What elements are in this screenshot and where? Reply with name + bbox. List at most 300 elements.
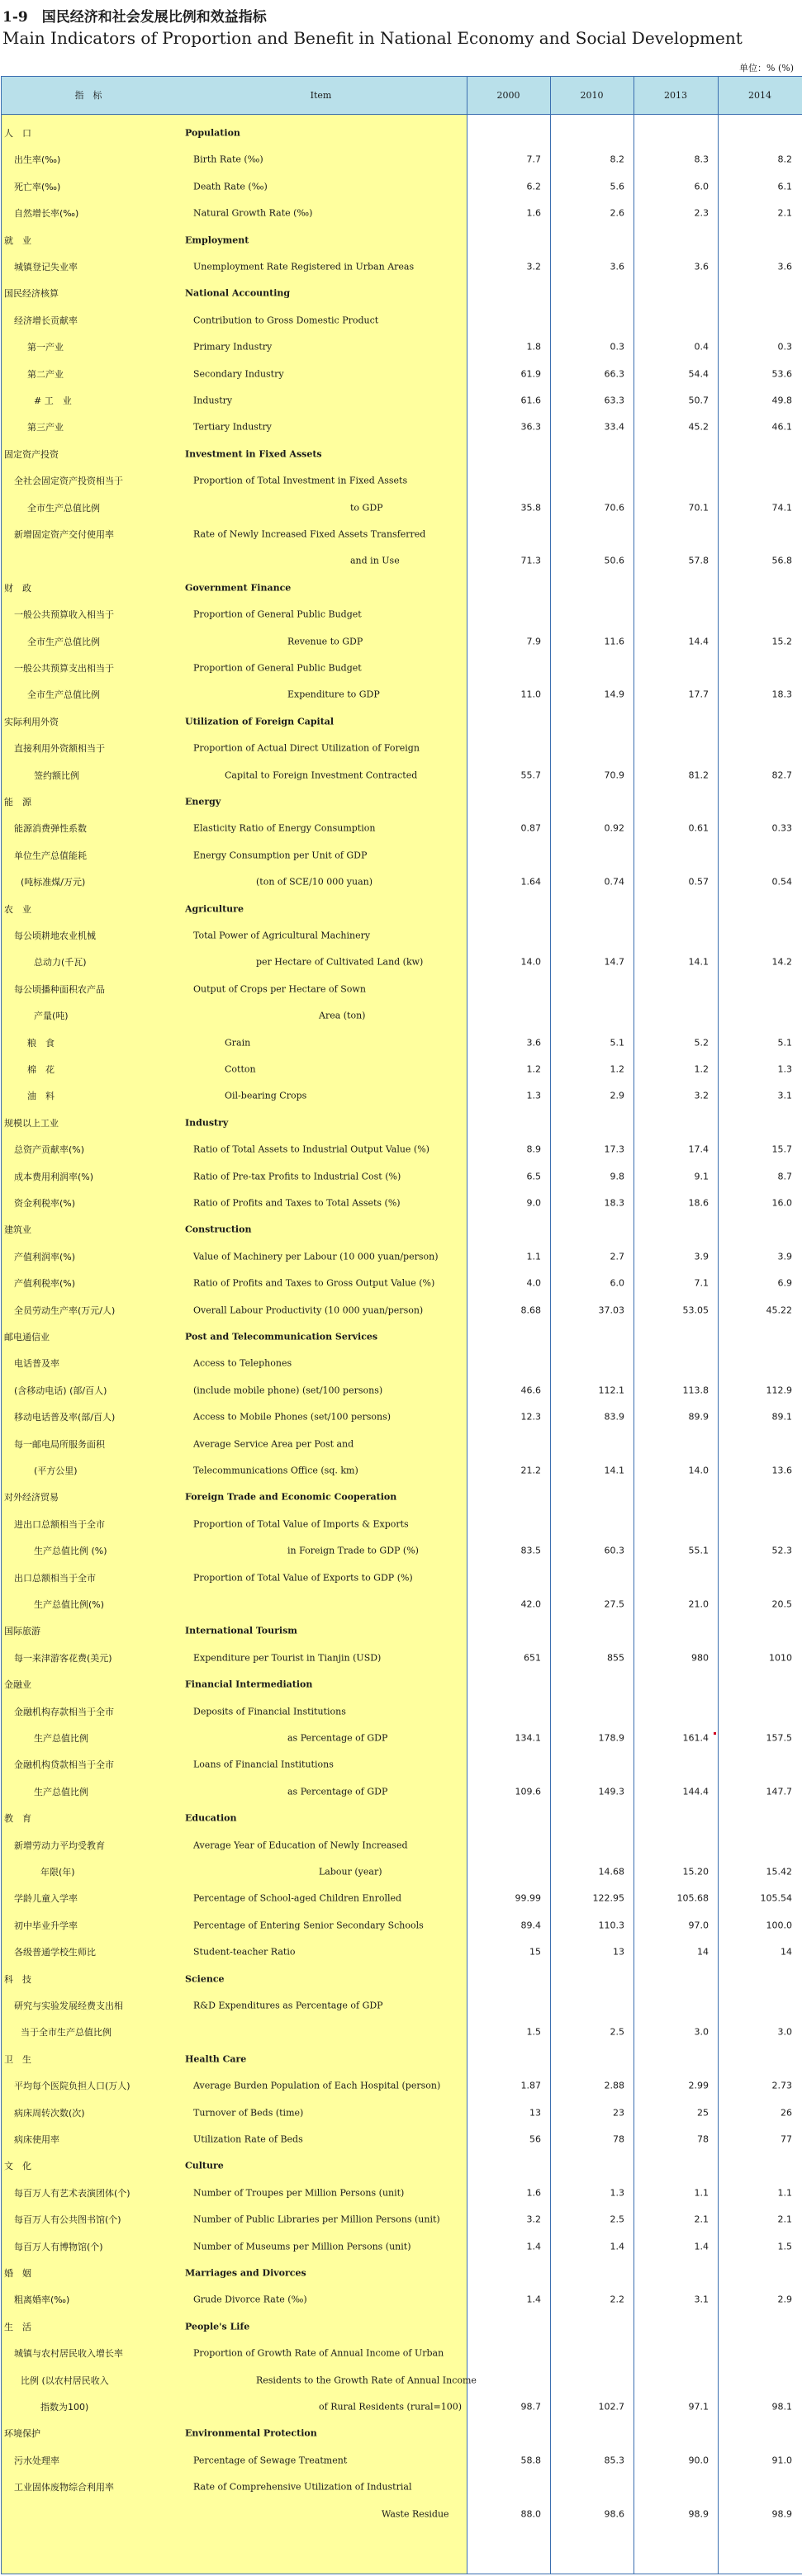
section-row [2, 2260, 802, 2286]
value-2014: 98.9 [771, 2508, 792, 2520]
indicator-label-cn: 全社会固定资产投资相当于 [14, 476, 123, 487]
indicator-label-cn: 第一产业 [27, 342, 64, 353]
value-2000: 71.3 [520, 555, 541, 566]
value-2010: 2.5 [610, 2026, 624, 2038]
section-row [2, 280, 802, 306]
value-2010: 8.2 [610, 154, 624, 165]
section-title-en: Science [185, 1973, 225, 1985]
indicator-table [1, 76, 802, 2574]
indicator-label-en: Percentage of Entering Senior Secondary Schools [193, 1920, 424, 1931]
indicator-label-cn: 出生率(‰) [14, 154, 61, 166]
value-2014: 105.54 [760, 1892, 792, 1904]
value-2010: 14.1 [604, 1465, 624, 1476]
value-2014: 1.5 [777, 2241, 792, 2252]
value-2014: 18.3 [771, 689, 792, 700]
value-2010: 1.3 [610, 2187, 624, 2199]
value-2013: 0.4 [694, 341, 709, 353]
section-title-cn: 婚 姻 [4, 2268, 31, 2279]
table-row [2, 2019, 802, 2045]
value-2013: 55.1 [688, 1545, 709, 1556]
indicator-label-en: Death Rate (‰) [193, 181, 268, 192]
value-2010: 14.9 [604, 689, 624, 700]
table-row [2, 1056, 802, 1082]
table-row [2, 1751, 802, 1778]
table-row [2, 2206, 802, 2233]
section-title-en: Marriages and Divorces [185, 2267, 306, 2279]
indicator-label-cn: 单位生产总值能耗 [14, 850, 87, 861]
value-2014: 53.6 [771, 368, 792, 380]
indicator-label-cn: 总资产贡献率(%) [14, 1144, 85, 1156]
indicator-label-en: (ton of SCE/10 000 yuan) [256, 876, 373, 888]
indicator-label-en: Industry [193, 395, 233, 406]
table-row [2, 1297, 802, 1324]
value-2000: 3.6 [526, 1037, 541, 1049]
table-row [2, 735, 802, 761]
header-indicator-cn: 指 标 [74, 90, 102, 101]
section-title-en: National Accounting [185, 287, 291, 299]
section-title-cn: 就 业 [4, 234, 31, 246]
value-2010: 66.3 [604, 368, 624, 380]
value-2014: 14.2 [771, 956, 792, 968]
indicator-label-cn: 病床使用率 [14, 2134, 59, 2145]
value-2013: 2.1 [694, 2214, 709, 2225]
value-2010: 0.74 [604, 876, 624, 888]
table-row [2, 467, 802, 494]
value-2000: 7.9 [526, 636, 541, 647]
value-2013: 2.3 [694, 207, 709, 219]
indicator-label-en: Utilization Rate of Beds [193, 2133, 303, 2145]
table-row [2, 1778, 802, 1805]
section-title-cn: 建筑业 [4, 1224, 31, 1236]
value-2014: 2.1 [777, 2214, 792, 2225]
value-2010: 37.03 [598, 1305, 624, 1316]
section-title-cn: 文 化 [4, 2161, 31, 2172]
indicator-label-cn: 电话普及率 [14, 1358, 59, 1370]
value-2010: 2.6 [610, 207, 624, 219]
indicator-label-en: Residents to the Growth Rate of Annual Income [256, 2375, 477, 2386]
value-2010: 13 [613, 1946, 624, 1958]
value-2013: 53.05 [682, 1305, 709, 1316]
indicator-label-en: and in Use [350, 555, 400, 566]
value-2000: 55.7 [520, 769, 541, 781]
indicator-label-cn: 成本费用利润率(%) [14, 1171, 94, 1182]
indicator-label-en: Birth Rate (‰) [193, 154, 263, 165]
indicator-label-cn: 第三产业 [27, 422, 64, 433]
value-2014: 74.1 [771, 502, 792, 514]
indicator-label-cn: 新增劳动力平均受教育 [14, 1840, 105, 1851]
value-2014: 13.6 [771, 1465, 792, 1476]
table-title-cn: 1-9 国民经济和社会发展比例和效益指标 [2, 9, 267, 26]
indicator-label-en: Output of Crops per Hectare of Sown [193, 983, 366, 995]
value-2000: 1.64 [520, 876, 541, 888]
value-2000: 1.8 [526, 341, 541, 353]
indicator-label-en: Proportion of General Public Budget [193, 608, 362, 620]
indicator-label-en: Number of Public Libraries per Million Persons (unit) [193, 2214, 440, 2225]
indicator-label-en: Turnover of Beds (time) [193, 2107, 304, 2119]
indicator-label-en: Secondary Industry [193, 368, 284, 380]
indicator-label-en: Labour (year) [319, 1866, 382, 1878]
section-row [2, 708, 802, 735]
value-2000: 89.4 [520, 1920, 541, 1931]
value-2000: 109.6 [515, 1786, 541, 1797]
indicator-label-cn: 第二产业 [27, 368, 64, 380]
section-title-cn: 对外经济贸易 [4, 1492, 59, 1503]
value-2000: 21.2 [520, 1465, 541, 1476]
value-2014: 6.1 [777, 181, 792, 192]
indicator-label-cn: 直接利用外资额相当于 [14, 743, 105, 755]
indicator-label-en: Proportion of Total Value of Imports & Exports [193, 1518, 409, 1530]
value-2013: 97.0 [688, 1920, 709, 1931]
value-2000: 13 [529, 2107, 541, 2119]
table-title-en: Main Indicators of Proportion and Benefit in National Economy and Social Development [2, 28, 743, 48]
section-title-cn: 财 政 [4, 582, 31, 594]
value-2000: 134.1 [515, 1732, 541, 1744]
value-2000: 8.68 [520, 1305, 541, 1316]
value-2013: 9.1 [694, 1171, 709, 1182]
indicator-label-en: Expenditure to GDP [287, 689, 380, 700]
value-2010: 18.3 [604, 1197, 624, 1209]
value-2000: 42.0 [520, 1598, 541, 1610]
indicator-label-en: Waste Residue [382, 2508, 449, 2520]
indicator-label-en: Average Burden Population of Each Hospital (person) [193, 2080, 441, 2091]
section-title-cn: 卫 生 [4, 2053, 31, 2065]
indicator-label-cn: 棉 花 [27, 1064, 55, 1075]
indicator-label-cn: 金融机构贷款相当于全市 [14, 1759, 114, 1771]
indicator-label-cn: 产值利税率(%) [14, 1278, 76, 1290]
indicator-label-en: Loans of Financial Institutions [193, 1759, 334, 1770]
indicator-label-en: Energy Consumption per Unit of GDP [193, 850, 368, 861]
value-2010: 70.6 [604, 502, 624, 514]
value-2013: 89.9 [688, 1411, 709, 1423]
section-title-en: Government Finance [185, 582, 292, 594]
value-2013: 161.4 [682, 1732, 709, 1744]
indicator-label-en: Ratio of Profits and Taxes to Gross Output Value (%) [193, 1277, 435, 1289]
section-title-cn: 农 业 [4, 903, 31, 915]
value-2013: 15.20 [682, 1866, 709, 1878]
indicator-label-cn: 一般公共预算支出相当于 [14, 663, 114, 674]
value-2010: 27.5 [604, 1598, 624, 1610]
table-row [2, 1431, 802, 1457]
indicator-label-en: Ratio of Profits and Taxes to Total Assets (%) [193, 1197, 401, 1209]
indicator-label-en: Ratio of Pre-tax Profits to Industrial Cost (%) [193, 1171, 401, 1182]
section-title-en: Financial Intermediation [185, 1679, 313, 1690]
indicator-label-cn: 每一邮电局所服务面积 [14, 1438, 105, 1450]
value-2014: 1.3 [777, 1063, 792, 1075]
value-2013: 70.1 [688, 502, 709, 514]
indicator-label-cn: 当于全市生产总值比例 [21, 2027, 112, 2039]
indicator-label-en: in Foreign Trade to GDP (%) [287, 1545, 419, 1556]
table-row [2, 815, 802, 841]
indicator-label-cn: 死亡率(‰) [14, 181, 61, 192]
value-2010: 0.3 [610, 341, 624, 353]
value-2014: 5.1 [777, 1037, 792, 1049]
indicator-label-cn: 全市生产总值比例 [27, 689, 100, 701]
value-2013: 6.0 [694, 181, 709, 192]
table-row [2, 2501, 802, 2527]
indicator-label-en: Area (ton) [319, 1010, 366, 1021]
indicator-label-cn: 生产总值比例(%) [34, 1599, 105, 1610]
indicator-label-cn: 油 料 [27, 1091, 55, 1102]
table-row [2, 628, 802, 655]
value-2013: 81.2 [688, 769, 709, 781]
table-row [2, 2367, 802, 2394]
value-2010: 178.9 [598, 1732, 624, 1744]
indicator-label-cn: 资金利税率(%) [14, 1198, 76, 1209]
indicator-label-en: Proportion of General Public Budget [193, 662, 362, 674]
indicator-label-cn: 自然增长率(‰) [14, 208, 79, 220]
value-2000: 1.6 [526, 2187, 541, 2199]
table-row [2, 1859, 802, 1885]
value-2000: 83.5 [520, 1545, 541, 1556]
section-row [2, 2046, 802, 2072]
section-row [2, 896, 802, 922]
value-2010: 50.6 [604, 555, 624, 566]
section-title-en: Utilization of Foreign Capital [185, 716, 335, 727]
value-2000: 0.87 [520, 822, 541, 834]
value-2010: 2.9 [610, 1090, 624, 1101]
section-title-en: Foreign Trade and Economic Cooperation [185, 1491, 397, 1503]
section-title-en: Energy [185, 796, 221, 807]
section-row [2, 120, 802, 146]
value-2000: 4.0 [526, 1277, 541, 1289]
indicator-label-cn: 每公顷耕地农业机械 [14, 930, 96, 941]
table-row [2, 1082, 802, 1109]
indicator-label-en: Rate of Comprehensive Utilization of Industrial [193, 2481, 412, 2493]
indicator-label-en: Number of Museums per Million Persons (unit) [193, 2241, 411, 2252]
value-2014: 3.0 [777, 2026, 792, 2038]
indicator-label-cn: 金融机构存款相当于全市 [14, 1706, 114, 1717]
value-2014: 82.7 [771, 769, 792, 781]
value-2010: 98.6 [604, 2508, 624, 2520]
stray-mark [714, 1732, 716, 1735]
value-2013: 1.4 [694, 2241, 709, 2252]
section-title-cn: 环境保护 [4, 2428, 40, 2440]
value-2014: 91.0 [771, 2455, 792, 2466]
value-2000: 1.4 [526, 2241, 541, 2252]
section-row [2, 1324, 802, 1350]
value-2010: 112.1 [598, 1385, 624, 1396]
value-2013: 5.2 [694, 1037, 709, 1049]
value-2014: 100.0 [766, 1920, 792, 1931]
value-2013: 90.0 [688, 2455, 709, 2466]
indicator-label-cn: 全市生产总值比例 [27, 636, 100, 647]
value-2013: 50.7 [688, 395, 709, 406]
indicator-label-cn: # 工 业 [34, 395, 72, 406]
value-2010: 17.3 [604, 1144, 624, 1155]
section-row [2, 2313, 802, 2340]
value-2010: 63.3 [604, 395, 624, 406]
section-title-en: Population [185, 127, 240, 139]
value-2013: 3.2 [694, 1090, 709, 1101]
value-2000: 12.3 [520, 1411, 541, 1423]
table-row [2, 1350, 802, 1376]
section-row [2, 227, 802, 253]
section-row [2, 2152, 802, 2179]
table-row [2, 976, 802, 1002]
table-row [2, 1190, 802, 1216]
indicator-label-cn: 城镇登记失业率 [14, 262, 78, 272]
value-2000: 6.5 [526, 1171, 541, 1182]
value-2013: 113.8 [682, 1385, 709, 1396]
table-row [2, 1832, 802, 1859]
value-2013: 1.2 [694, 1063, 709, 1075]
value-2000: 6.2 [526, 181, 541, 192]
section-row [2, 788, 802, 815]
table-row [2, 2126, 802, 2152]
value-2010: 855 [607, 1652, 624, 1664]
section-title-cn: 教 育 [4, 1813, 31, 1825]
indicator-label-en: Access to Mobile Phones (set/100 persons) [193, 1411, 392, 1423]
indicator-label-cn: 经济增长贡献率 [14, 315, 78, 326]
table-row [2, 601, 802, 627]
value-2014: 3.1 [777, 1090, 792, 1101]
value-2010: 23 [613, 2107, 624, 2119]
section-row [2, 1216, 802, 1243]
indicator-label-en: Capital to Foreign Investment Contracted [225, 769, 418, 781]
indicator-label-cn: 产量(吨) [34, 1011, 69, 1022]
value-2014: 49.8 [771, 395, 792, 406]
value-2000: 1.6 [526, 207, 541, 219]
indicator-label-cn: 全员劳动生产率(万元/人) [14, 1305, 116, 1316]
table-row [2, 949, 802, 975]
value-2013: 21.0 [688, 1598, 709, 1610]
table-row [2, 200, 802, 226]
value-2010: 14.68 [598, 1866, 624, 1878]
indicator-label-cn: (含移动电话) (部/百人) [14, 1385, 107, 1396]
indicator-label-en: Proportion of Total Value of Exports to GDP (%) [193, 1572, 413, 1584]
value-2013: 98.9 [688, 2508, 709, 2520]
header-year-2010: 2010 [580, 90, 604, 101]
value-2010: 5.6 [610, 181, 624, 192]
section-title-en: Industry [185, 1117, 229, 1129]
table-row [2, 253, 802, 280]
indicator-label-cn: 指数为100) [40, 2402, 89, 2413]
value-2014: 89.1 [771, 1411, 792, 1423]
indicator-label-cn: 初中毕业升学率 [14, 1920, 78, 1931]
value-2014: 2.9 [777, 2294, 792, 2305]
value-2014: 46.1 [771, 421, 792, 433]
table-row [2, 842, 802, 869]
section-row [2, 441, 802, 467]
section-title-en: Agriculture [185, 903, 244, 915]
section-row [2, 1484, 802, 1510]
table-row [2, 1912, 802, 1939]
indicator-label-cn: 城镇与农村居民收入增长率 [14, 2348, 123, 2360]
value-2000: 3.2 [526, 261, 541, 272]
indicator-label-en: Proportion of Actual Direct Utilization of Foreign [193, 742, 420, 754]
value-2013: 14.0 [688, 1465, 709, 1476]
indicator-label-cn: 污水处理率 [14, 2455, 59, 2466]
table-row [2, 922, 802, 949]
indicator-label-en: to GDP [350, 502, 383, 514]
value-2000: 651 [524, 1652, 541, 1664]
value-2000: 1.87 [520, 2080, 541, 2091]
indicator-label-cn: 能源消费弹性系数 [14, 823, 87, 835]
value-2014: 15.2 [771, 636, 792, 647]
value-2014: 0.3 [777, 341, 792, 353]
table-row [2, 762, 802, 788]
indicator-label-cn: (吨标准煤/万元) [21, 877, 86, 888]
value-2013: 2.99 [688, 2080, 709, 2091]
indicator-label-en: Value of Machinery per Labour (10 000 yuan/person) [193, 1251, 439, 1262]
indicator-label-cn: 每百万人有博物馆(个) [14, 2241, 103, 2252]
value-2013: 7.1 [694, 1277, 709, 1289]
table-row [2, 387, 802, 414]
indicator-label-en: Unemployment Rate Registered in Urban Areas [193, 261, 415, 272]
value-2000: 58.8 [520, 2455, 541, 2466]
section-title-cn: 规模以上工业 [4, 1117, 59, 1129]
value-2010: 2.88 [604, 2080, 624, 2091]
value-2000: 15 [529, 1946, 541, 1958]
table-row [2, 1645, 802, 1671]
indicator-label-cn: 学龄儿童入学率 [14, 1893, 78, 1905]
indicator-label-en: Primary Industry [193, 341, 273, 353]
value-2000: 61.9 [520, 368, 541, 380]
value-2010: 122.95 [592, 1892, 624, 1904]
section-title-en: Environmental Protection [185, 2427, 317, 2439]
section-title-cn: 邮电通信业 [4, 1332, 50, 1342]
indicator-label-en: Contribution to Gross Domestic Product [193, 315, 379, 326]
indicator-label-en: Average Service Area per Post and [193, 1438, 354, 1450]
value-2000: 1.5 [526, 2026, 541, 2038]
value-2013: 3.1 [694, 2294, 709, 2305]
value-2013: 14.4 [688, 636, 709, 647]
section-title-en: People's Life [185, 2321, 250, 2332]
table-row [2, 1565, 802, 1591]
unit-label: 单位：% (%) [739, 63, 794, 73]
indicator-label-en: Student-teacher Ratio [193, 1946, 296, 1958]
indicator-label-en: Tertiary Industry [193, 421, 272, 433]
indicator-label-en: Oil-bearing Crops [225, 1090, 307, 1101]
value-2010: 1.2 [610, 1063, 624, 1075]
value-2013: 3.0 [694, 2026, 709, 2038]
indicator-label-en: as Percentage of GDP [287, 1732, 388, 1744]
indicator-label-en: Revenue to GDP [287, 636, 363, 647]
section-row [2, 1805, 802, 1831]
value-2000: 35.8 [520, 502, 541, 514]
value-2000: 1.1 [526, 1251, 541, 1262]
value-2013: 105.68 [676, 1892, 709, 1904]
value-2013: 3.9 [694, 1251, 709, 1262]
table-row [2, 1992, 802, 2019]
table-row [2, 2100, 802, 2126]
value-2014: 8.2 [777, 154, 792, 165]
value-2000: 88.0 [520, 2508, 541, 2520]
table-row [2, 655, 802, 681]
value-2010: 1.4 [610, 2241, 624, 2252]
table-row [2, 1002, 802, 1029]
indicator-label-cn: 移动电话普及率(部/百人) [14, 1412, 116, 1423]
table-row [2, 2233, 802, 2260]
value-2013: 78 [697, 2133, 709, 2145]
section-title-cn: 固定资产投资 [4, 448, 59, 460]
section-title-en: Construction [185, 1224, 252, 1235]
section-row [2, 1671, 802, 1698]
value-2013: 8.3 [694, 154, 709, 165]
value-2014: 15.42 [766, 1866, 792, 1878]
indicator-label-cn: 每一来津游客花费(美元) [14, 1652, 112, 1664]
section-title-en: Culture [185, 2160, 224, 2171]
indicator-label-cn: 生产总值比例 [34, 1733, 88, 1744]
header-item: Item [310, 90, 332, 101]
indicator-label-cn: 生产总值比例 (%) [34, 1546, 107, 1557]
indicator-label-cn: 产值利润率(%) [14, 1251, 76, 1262]
value-2014: 157.5 [766, 1732, 792, 1744]
value-2000: 99.99 [515, 1892, 541, 1904]
indicator-label-en: Telecommunications Office (sq. km) [193, 1465, 358, 1476]
table-row [2, 307, 802, 334]
value-2014: 15.7 [771, 1144, 792, 1155]
